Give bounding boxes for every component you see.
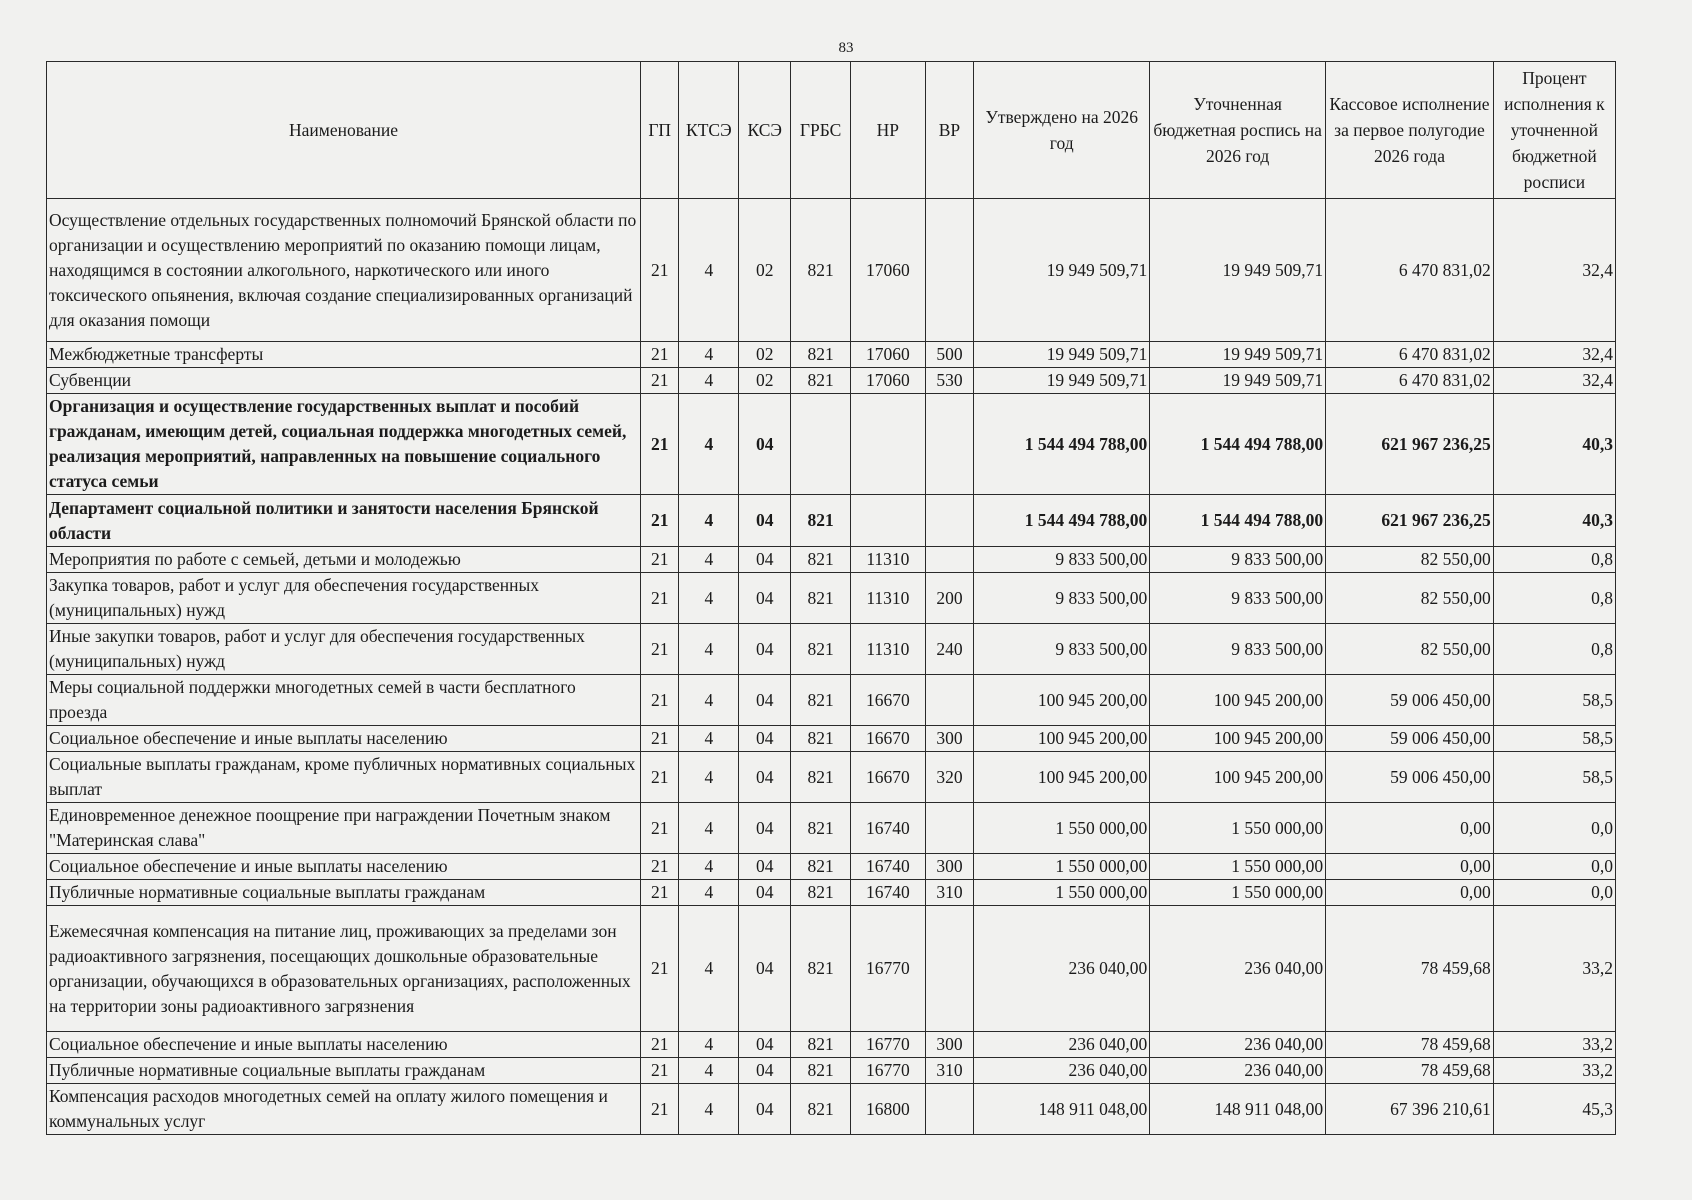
cell-gp: 21 [641, 368, 679, 394]
cell-grbs: 821 [791, 854, 851, 880]
cell-name: Иные закупки товаров, работ и услуг для обеспечения государственных (муниципальных) нужд [47, 624, 641, 675]
table-row [47, 1032, 1616, 1058]
cell-kse: 04 [739, 547, 791, 573]
cell-vr: 200 [925, 573, 974, 624]
cell-name: Единовременное денежное поощрение при награждении Почетным знаком "Материнская слава" [47, 803, 641, 854]
cell-approved: 1 544 494 788,00 [974, 495, 1150, 547]
cell-executed: 78 459,68 [1326, 1058, 1494, 1084]
cell-kse: 04 [739, 803, 791, 854]
cell-approved: 19 949 509,71 [974, 342, 1150, 368]
cell-ktse: 4 [679, 880, 739, 906]
cell-kse: 02 [739, 199, 791, 342]
header-kse: КСЭ [739, 62, 791, 199]
cell-executed: 0,00 [1326, 854, 1494, 880]
cell-ktse: 4 [679, 394, 739, 495]
cell-vr [925, 495, 974, 547]
cell-ktse: 4 [679, 906, 739, 1032]
cell-percent: 32,4 [1493, 199, 1615, 342]
cell-percent: 58,5 [1493, 752, 1615, 803]
cell-approved: 19 949 509,71 [974, 368, 1150, 394]
cell-vr: 310 [925, 880, 974, 906]
cell-ktse: 4 [679, 495, 739, 547]
cell-gp: 21 [641, 199, 679, 342]
cell-gp: 21 [641, 1032, 679, 1058]
cell-nr: 16770 [851, 1032, 926, 1058]
table-row [47, 906, 1616, 1032]
cell-approved: 100 945 200,00 [974, 675, 1150, 726]
cell-approved: 236 040,00 [974, 1058, 1150, 1084]
cell-kse: 04 [739, 495, 791, 547]
cell-gp: 21 [641, 394, 679, 495]
cell-grbs: 821 [791, 1032, 851, 1058]
cell-refined: 100 945 200,00 [1150, 675, 1326, 726]
table-row [47, 342, 1616, 368]
cell-kse: 04 [739, 1032, 791, 1058]
cell-ktse: 4 [679, 1084, 739, 1135]
table-row [47, 495, 1616, 547]
cell-name: Мероприятия по работе с семьей, детьми и молодежью [47, 547, 641, 573]
header-nr: НР [851, 62, 926, 199]
cell-refined: 148 911 048,00 [1150, 1084, 1326, 1135]
cell-vr: 500 [925, 342, 974, 368]
cell-name: Межбюджетные трансферты [47, 342, 641, 368]
table-row [47, 803, 1616, 854]
cell-nr: 17060 [851, 368, 926, 394]
cell-gp: 21 [641, 675, 679, 726]
cell-approved: 19 949 509,71 [974, 199, 1150, 342]
cell-refined: 19 949 509,71 [1150, 342, 1326, 368]
cell-kse: 04 [739, 624, 791, 675]
cell-vr [925, 675, 974, 726]
cell-approved: 9 833 500,00 [974, 573, 1150, 624]
cell-gp: 21 [641, 752, 679, 803]
cell-gp: 21 [641, 906, 679, 1032]
cell-grbs: 821 [791, 1084, 851, 1135]
cell-vr [925, 394, 974, 495]
cell-percent: 33,2 [1493, 1058, 1615, 1084]
cell-ktse: 4 [679, 726, 739, 752]
cell-percent: 0,8 [1493, 547, 1615, 573]
table-row [47, 675, 1616, 726]
table-row [47, 752, 1616, 803]
cell-executed: 621 967 236,25 [1326, 394, 1494, 495]
cell-name: Компенсация расходов многодетных семей на оплату жилого помещения и коммунальных услуг [47, 1084, 641, 1135]
cell-grbs: 821 [791, 880, 851, 906]
cell-approved: 1 544 494 788,00 [974, 394, 1150, 495]
cell-gp: 21 [641, 573, 679, 624]
table-row [47, 726, 1616, 752]
cell-refined: 100 945 200,00 [1150, 752, 1326, 803]
cell-nr: 16740 [851, 880, 926, 906]
cell-name: Меры социальной поддержки многодетных семей в части бесплатного проезда [47, 675, 641, 726]
table-row [47, 1058, 1616, 1084]
cell-gp: 21 [641, 854, 679, 880]
cell-kse: 04 [739, 675, 791, 726]
cell-refined: 1 550 000,00 [1150, 880, 1326, 906]
cell-executed: 59 006 450,00 [1326, 752, 1494, 803]
table-row [47, 547, 1616, 573]
cell-ktse: 4 [679, 1032, 739, 1058]
cell-name: Департамент социальной политики и занятости населения Брянской области [47, 495, 641, 547]
cell-refined: 236 040,00 [1150, 906, 1326, 1032]
cell-gp: 21 [641, 624, 679, 675]
cell-refined: 236 040,00 [1150, 1058, 1326, 1084]
cell-nr: 16770 [851, 1058, 926, 1084]
cell-grbs: 821 [791, 495, 851, 547]
cell-kse: 04 [739, 394, 791, 495]
cell-name: Субвенции [47, 368, 641, 394]
table-row [47, 1084, 1616, 1135]
cell-percent: 45,3 [1493, 1084, 1615, 1135]
cell-kse: 02 [739, 368, 791, 394]
cell-gp: 21 [641, 495, 679, 547]
cell-grbs: 821 [791, 547, 851, 573]
cell-approved: 1 550 000,00 [974, 803, 1150, 854]
cell-approved: 1 550 000,00 [974, 854, 1150, 880]
page-number: 83 [838, 40, 854, 56]
cell-grbs: 821 [791, 1058, 851, 1084]
cell-nr: 17060 [851, 199, 926, 342]
cell-percent: 0,0 [1493, 880, 1615, 906]
cell-refined: 100 945 200,00 [1150, 726, 1326, 752]
cell-approved: 9 833 500,00 [974, 624, 1150, 675]
cell-refined: 1 550 000,00 [1150, 803, 1326, 854]
cell-percent: 32,4 [1493, 342, 1615, 368]
cell-percent: 58,5 [1493, 675, 1615, 726]
cell-vr: 310 [925, 1058, 974, 1084]
cell-nr: 11310 [851, 624, 926, 675]
cell-refined: 19 949 509,71 [1150, 368, 1326, 394]
cell-approved: 148 911 048,00 [974, 1084, 1150, 1135]
cell-vr: 300 [925, 1032, 974, 1058]
cell-refined: 236 040,00 [1150, 1032, 1326, 1058]
cell-ktse: 4 [679, 803, 739, 854]
cell-approved: 236 040,00 [974, 906, 1150, 1032]
header-executed: Кассовое исполнение за первое полугодие 2026 года [1326, 62, 1494, 199]
cell-vr: 320 [925, 752, 974, 803]
cell-executed: 0,00 [1326, 803, 1494, 854]
cell-percent: 0,0 [1493, 854, 1615, 880]
cell-name: Социальное обеспечение и иные выплаты населению [47, 726, 641, 752]
header-percent: Процент исполнения к уточненной бюджетной росписи [1493, 62, 1615, 199]
cell-ktse: 4 [679, 199, 739, 342]
cell-ktse: 4 [679, 675, 739, 726]
budget-table [46, 61, 1616, 1135]
table-row [47, 880, 1616, 906]
cell-gp: 21 [641, 726, 679, 752]
cell-executed: 59 006 450,00 [1326, 675, 1494, 726]
cell-nr: 16800 [851, 1084, 926, 1135]
cell-name: Публичные нормативные социальные выплаты гражданам [47, 880, 641, 906]
cell-vr [925, 906, 974, 1032]
cell-nr [851, 394, 926, 495]
cell-percent: 0,8 [1493, 624, 1615, 675]
header-vr: ВР [925, 62, 974, 199]
cell-approved: 1 550 000,00 [974, 880, 1150, 906]
cell-percent: 33,2 [1493, 1032, 1615, 1058]
table-row [47, 854, 1616, 880]
cell-vr: 530 [925, 368, 974, 394]
cell-executed: 59 006 450,00 [1326, 726, 1494, 752]
cell-refined: 1 544 494 788,00 [1150, 495, 1326, 547]
cell-kse: 04 [739, 880, 791, 906]
cell-grbs: 821 [791, 573, 851, 624]
table-body [47, 199, 1616, 1135]
cell-nr [851, 495, 926, 547]
cell-approved: 236 040,00 [974, 1032, 1150, 1058]
cell-refined: 19 949 509,71 [1150, 199, 1326, 342]
cell-name: Закупка товаров, работ и услуг для обеспечения государственных (муниципальных) нужд [47, 573, 641, 624]
cell-grbs: 821 [791, 368, 851, 394]
cell-gp: 21 [641, 1084, 679, 1135]
cell-executed: 78 459,68 [1326, 1032, 1494, 1058]
cell-vr: 300 [925, 726, 974, 752]
cell-kse: 04 [739, 573, 791, 624]
table-row [47, 573, 1616, 624]
header-approved: Утверждено на 2026 год [974, 62, 1150, 199]
cell-vr [925, 1084, 974, 1135]
cell-vr: 300 [925, 854, 974, 880]
header-name: Наименование [47, 62, 641, 199]
cell-nr: 16740 [851, 803, 926, 854]
header-gp: ГП [641, 62, 679, 199]
header-grbs: ГРБС [791, 62, 851, 199]
cell-gp: 21 [641, 880, 679, 906]
cell-nr: 11310 [851, 547, 926, 573]
cell-kse: 04 [739, 906, 791, 1032]
cell-nr: 16670 [851, 726, 926, 752]
cell-nr: 17060 [851, 342, 926, 368]
cell-executed: 6 470 831,02 [1326, 342, 1494, 368]
cell-ktse: 4 [679, 854, 739, 880]
cell-kse: 02 [739, 342, 791, 368]
cell-nr: 16740 [851, 854, 926, 880]
cell-gp: 21 [641, 1058, 679, 1084]
cell-kse: 04 [739, 752, 791, 803]
cell-nr: 16770 [851, 906, 926, 1032]
cell-gp: 21 [641, 342, 679, 368]
table-row [47, 199, 1616, 342]
cell-ktse: 4 [679, 547, 739, 573]
cell-gp: 21 [641, 547, 679, 573]
cell-nr: 11310 [851, 573, 926, 624]
cell-kse: 04 [739, 1084, 791, 1135]
cell-vr [925, 547, 974, 573]
cell-percent: 32,4 [1493, 368, 1615, 394]
cell-kse: 04 [739, 1058, 791, 1084]
cell-vr [925, 803, 974, 854]
header-ktse: КТСЭ [679, 62, 739, 199]
cell-ktse: 4 [679, 624, 739, 675]
cell-executed: 6 470 831,02 [1326, 368, 1494, 394]
cell-vr: 240 [925, 624, 974, 675]
cell-grbs: 821 [791, 199, 851, 342]
cell-gp: 21 [641, 803, 679, 854]
cell-percent: 40,3 [1493, 394, 1615, 495]
cell-kse: 04 [739, 854, 791, 880]
cell-approved: 9 833 500,00 [974, 547, 1150, 573]
cell-kse: 04 [739, 726, 791, 752]
cell-refined: 9 833 500,00 [1150, 624, 1326, 675]
cell-refined: 1 550 000,00 [1150, 854, 1326, 880]
header-row [47, 62, 1616, 199]
cell-nr: 16670 [851, 752, 926, 803]
header-refined: Уточненная бюджетная роспись на 2026 год [1150, 62, 1326, 199]
cell-grbs: 821 [791, 752, 851, 803]
cell-grbs: 821 [791, 675, 851, 726]
cell-approved: 100 945 200,00 [974, 752, 1150, 803]
cell-grbs: 821 [791, 342, 851, 368]
cell-executed: 82 550,00 [1326, 573, 1494, 624]
cell-percent: 0,0 [1493, 803, 1615, 854]
cell-refined: 1 544 494 788,00 [1150, 394, 1326, 495]
cell-ktse: 4 [679, 1058, 739, 1084]
cell-ktse: 4 [679, 342, 739, 368]
cell-refined: 9 833 500,00 [1150, 573, 1326, 624]
cell-executed: 6 470 831,02 [1326, 199, 1494, 342]
cell-grbs: 821 [791, 624, 851, 675]
cell-ktse: 4 [679, 752, 739, 803]
cell-grbs: 821 [791, 803, 851, 854]
cell-percent: 33,2 [1493, 906, 1615, 1032]
table-row [47, 624, 1616, 675]
cell-vr [925, 199, 974, 342]
cell-executed: 67 396 210,61 [1326, 1084, 1494, 1135]
cell-executed: 0,00 [1326, 880, 1494, 906]
cell-executed: 82 550,00 [1326, 624, 1494, 675]
cell-ktse: 4 [679, 573, 739, 624]
cell-executed: 82 550,00 [1326, 547, 1494, 573]
cell-ktse: 4 [679, 368, 739, 394]
cell-grbs: 821 [791, 906, 851, 1032]
table-row [47, 368, 1616, 394]
cell-name: Ежемесячная компенсация на питание лиц, проживающих за пределами зон радиоактивного загрязнения, посещающих дошкольные образовательные организации, обучающихся в образовательных организациях, расположенных на территории зоны радиоактивного загрязнения [47, 906, 641, 1032]
table-row [47, 394, 1616, 495]
cell-name: Социальные выплаты гражданам, кроме публичных нормативных социальных выплат [47, 752, 641, 803]
cell-percent: 0,8 [1493, 573, 1615, 624]
cell-name: Осуществление отдельных государственных полномочий Брянской области по организации и осуществлению мероприятий по оказанию помощи лицам, находящимся в состоянии алкогольного, наркотического или иного токсического опьянения, включая создание специализированных организаций для оказания помощи [47, 199, 641, 342]
cell-name: Социальное обеспечение и иные выплаты населению [47, 854, 641, 880]
cell-executed: 78 459,68 [1326, 906, 1494, 1032]
cell-percent: 40,3 [1493, 495, 1615, 547]
cell-name: Социальное обеспечение и иные выплаты населению [47, 1032, 641, 1058]
cell-name: Публичные нормативные социальные выплаты гражданам [47, 1058, 641, 1084]
cell-nr: 16670 [851, 675, 926, 726]
cell-refined: 9 833 500,00 [1150, 547, 1326, 573]
cell-percent: 58,5 [1493, 726, 1615, 752]
cell-grbs [791, 394, 851, 495]
cell-approved: 100 945 200,00 [974, 726, 1150, 752]
cell-name: Организация и осуществление государственных выплат и пособий гражданам, имеющим детей, социальная поддержка многодетных семей, реализация мероприятий, направленных на повышение социального статуса семьи [47, 394, 641, 495]
cell-executed: 621 967 236,25 [1326, 495, 1494, 547]
cell-grbs: 821 [791, 726, 851, 752]
